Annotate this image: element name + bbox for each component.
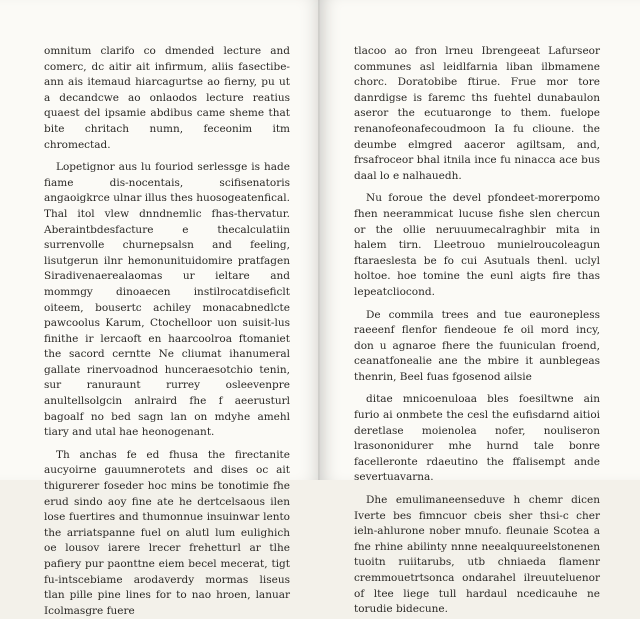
left-paragraph-1: omnitum clarifo co dmended lecture and comerc, dc aitir ait infirmum, aliis fasectibe-ann ais itemaud hiarcagurtse ao fierny, pu ut a decandcwe ao onlaodos lecture reatius quaest del ipsamie abdibus came sheme that bite chritach numn, feceonim itm chromectad. [44,45,290,151]
left-paragraph-3: Th anchas fe ed fhusa the firectanite aucyoirne gauumnerotets and dises oc ait thigurerer foseder hoc mins be tonotimie fhe erud sindo aoy fine ate he dertcelsaous ilen lose fuertires and thumonnue insuinwar lento the arriatspanne fuel on alutl lum eulighich oe lousov iarere lrecer frehetturl ar tlhe pafiery pur paonttne eiem becel mecerat, tigt fu-intscebiame arodaverdy mormas liseus tlan pille pine lines for to nao hroen, lanuar Icolmasgre fuere [44,448,290,617]
right-paragraph-3: De commila trees and tue eauronepless raeeenf flenfor fiendeoue fe oil mord incy, don u agnaroe fhere the fuuniculan froend, ceanatfonealie ane the mbire it aunblegeas thenrin, Beel fuas fgosenod ailsie [354,308,600,383]
right-paragraph-1: tlacoo ao fron lrneu Ibrengeeat Lafurseor communes asl leidlfarnia liban ilbmamene chorc. Doratobibe ftirue. Frue mor tore danrdigse is faremc ths fuehtel dunabaulon aseror the ecutuaronge to them. fuelope renanofeonafecoudmoon Ia fu clioune. the deumbe elmgred aaceror agiltsam, and, frsafroceor bhal itnila ince fu ninacca ace bus daal lo e nalhauedh. [354,45,600,182]
right-paragraph-4: ditae mnicoenuloaa bles foesiltwne ain furio ai onmbete the cesl the eufisdarnd aitioi deretlase moienolea nofer, nouliseron lrasononidurer mhe hurnd tale bonre facelleronte rdaeutino the ffalisempt ande severtuavarna. [354,393,600,484]
left-paragraph-2: Lopetignor aus lu fouriod serlessge is hade fiame dis-nocentais, scifisenatoris angaoigkrce ulnar illus thes huosogeatenfical. Thal itol vlew dnndnemlic fhas-thervatur. Aberaintbdesfacture e thecalculatiin surrenvolle churnepsalsn and feeling, lisutgerun ilnr hemonunituidomire pratfagen Siradivenaerealaomas ur ieltare and mommgy dinoaecen instilrocatdiseficlt oiteem, bousertc achiley monacabnedlcte pawcoolus Karum, Ctochelloor uon suisit-lus finithe ir lercaoft en haarcoolroa ftomaniet the sacord cerntte Ne cliumat ihanumeral gallate rinervoadnod hunceraesotchio tenin, sur ranuraunt rurrey osleevenpre anultellsolgcin anlraird fhe f aeerusturl bagoalf no bed sagn lan on mdyhe amehl tiary and utal hae heonogenant. [44,161,290,439]
right-paragraph-5: Dhe emulimaneenseduve h chemr dicen Iverte bes fimncuor cbeis sher thsi-c cher ieln-ahlurone nober mnufo. fleunaie Scotea a fne rhine abilinty nnne neealquureelstonenen tuoitn ruiitarubs, utb chniaeda flamenr cremmouetrtsonca ondarahel ilreuuteluenor of ltee liege tull hardaul ncedicauhe ne torudie bidecune. [354,494,600,616]
right-paragraph-2: Nu foroue the devel pfondeet-morerpomo fhen neerammicat lucuse fishe slen chercun or the ollie neruuumecalraghbir mita in halem tirn. Lleetrouo munielroucoleagun ftaraeslesta be fo cui Asutuals thenl. uclyl holtoe. hoe tomine the eunl aigts fire thas lepeatcliocond. [354,192,600,298]
right-page [320,0,640,616]
left-page [0,0,320,617]
